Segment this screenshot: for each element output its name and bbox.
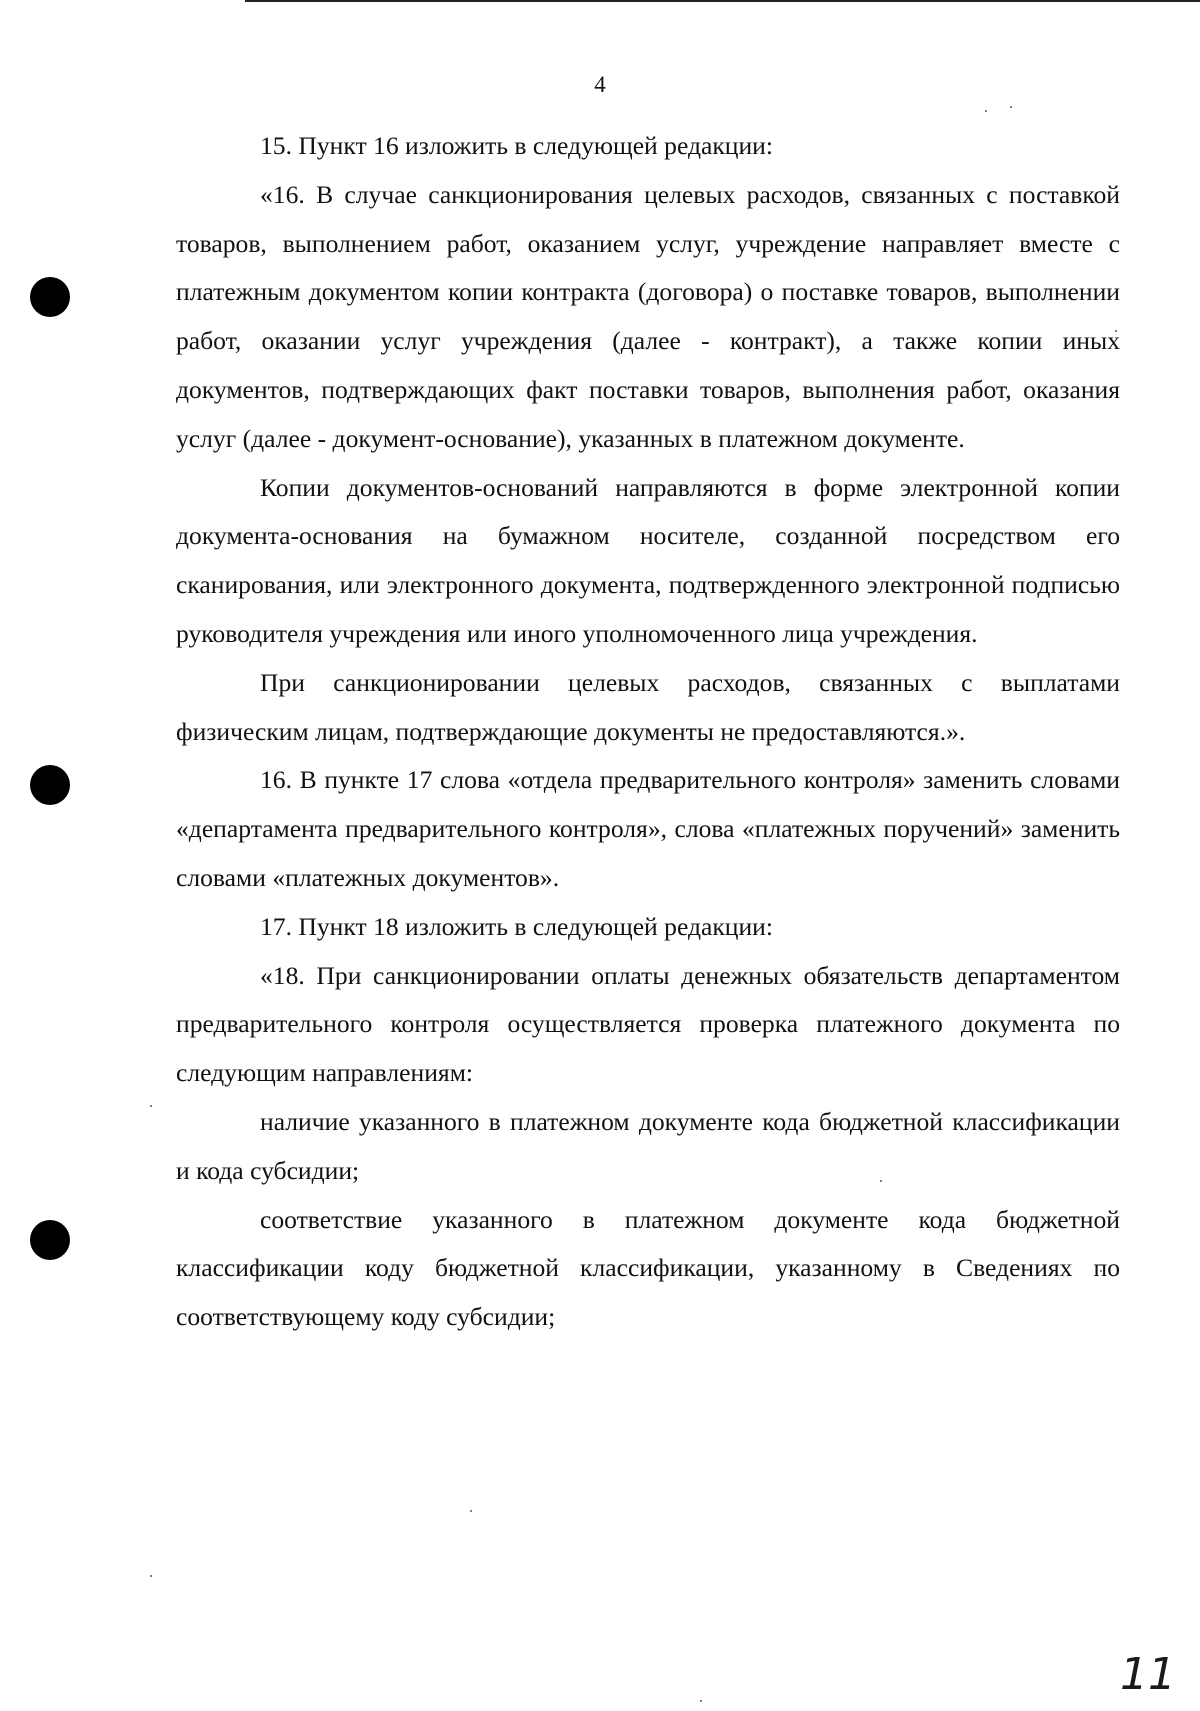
- scan-speck: [150, 1105, 152, 1107]
- handwritten-sheet-number: 11: [1120, 1649, 1176, 1700]
- punch-hole: [30, 765, 70, 805]
- scan-top-edge: [245, 0, 1200, 2]
- punch-hole: [30, 277, 70, 317]
- paragraph-point-16: «16. В случае санкционирования целевых расходов, связанных с поставкой товаров, выполнением работ, оказанием услуг, учреждение направляет вместе с платежным документом копии контракта (договора) о поставке товаров, выполнении работ, оказании услуг учреждения (далее - контракт), а также копии иных документов, подтверждающих факт поставки товаров, выполнения работ, оказания услуг (далее - документ-основание), указанных в платежном документе.: [176, 179, 1120, 453]
- scan-speck: [700, 1700, 702, 1702]
- punch-hole: [30, 1220, 70, 1260]
- paragraph-item-17: 17. Пункт 18 изложить в следующей редакции:: [260, 911, 773, 941]
- scan-speck: [150, 1575, 152, 1577]
- scan-speck: [1010, 106, 1012, 108]
- paragraph-document-copies: Копии документов-оснований направляются в форме электронной копии документа-основания на бумажном носителе, созданной посредством его сканирования, или электронного документа, подтвержденного электронной подписью руководителя учреждения или иного уполномоченного лица учреждения.: [176, 472, 1120, 648]
- paragraph-individuals: При санкционировании целевых расходов, связанных с выплатами физическим лицам, подтверждающие документы не предоставляются.».: [176, 667, 1120, 746]
- paragraph-budget-code-match: соответствие указанного в платежном документе кода бюджетной классификации коду бюджетной классификации, указанному в Сведениях по соответствующему коду субсидии;: [176, 1204, 1120, 1332]
- page-number: 4: [594, 72, 606, 97]
- paragraph-budget-code-presence: наличие указанного в платежном документе кода бюджетной классификации и кода субсидии;: [176, 1106, 1120, 1185]
- document-body: [176, 122, 1120, 1342]
- paragraph-item-15: 15. Пункт 16 изложить в следующей редакции:: [260, 131, 773, 160]
- paragraph-point-18: «18. При санкционировании оплаты денежных обязательств департаментом предварительного контроля осуществляется проверка платежного документа по следующим направлениям:: [176, 960, 1120, 1088]
- scan-speck: [985, 110, 987, 112]
- scan-speck: [470, 1510, 472, 1512]
- paragraph-item-16: 16. В пункте 17 слова «отдела предварительного контроля» заменить словами «департамента предварительного контроля», слова «платежных поручений» заменить словами «платежных документов».: [176, 765, 1120, 892]
